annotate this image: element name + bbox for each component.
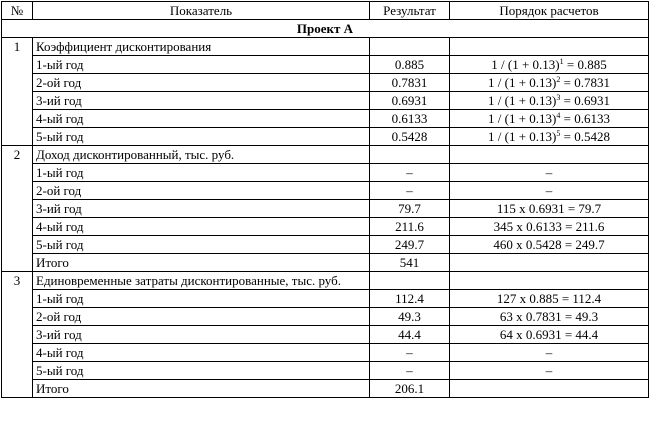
calc-cell: 345 х 0.6133 = 211.6 xyxy=(450,218,649,236)
header-calc: Порядок расчетов xyxy=(450,2,649,20)
calc-cell: $1 / (1 + 0.13)^5 = 0.5428$ xyxy=(450,128,649,146)
table-row xyxy=(2,110,649,128)
result-cell: – xyxy=(370,344,450,362)
calc-cell xyxy=(450,146,649,164)
result-cell: 0.885 xyxy=(370,56,450,74)
total-value: 206.1 xyxy=(370,380,450,398)
row-label: 4-ый год xyxy=(33,110,370,128)
total-label: Итого xyxy=(33,254,370,272)
row-label: 3-ий год xyxy=(33,326,370,344)
calc-cell xyxy=(450,254,649,272)
row-label: 2-ой год xyxy=(33,74,370,92)
table-row xyxy=(2,326,649,344)
project-row xyxy=(2,20,649,38)
calc-cell xyxy=(450,380,649,398)
result-cell: 211.6 xyxy=(370,218,450,236)
table-row xyxy=(2,164,649,182)
result-cell: – xyxy=(370,182,450,200)
result-cell: 49.3 xyxy=(370,308,450,326)
calc-cell: – xyxy=(450,362,649,380)
result-cell: 0.5428 xyxy=(370,128,450,146)
result-cell: 249.7 xyxy=(370,236,450,254)
calc-cell: 127 х 0.885 = 112.4 xyxy=(450,290,649,308)
result-cell: 44.4 xyxy=(370,326,450,344)
result-cell xyxy=(370,272,450,290)
project-title: Проект А xyxy=(2,20,649,38)
calc-cell: – xyxy=(450,344,649,362)
result-cell xyxy=(370,146,450,164)
calc-cell: – xyxy=(450,164,649,182)
table-row xyxy=(2,56,649,74)
row-label: 5-ый год xyxy=(33,236,370,254)
calc-cell: $1 / (1 + 0.13)^1 = 0.885$ xyxy=(450,56,649,74)
result-cell: 79.7 xyxy=(370,200,450,218)
row-label: 4-ый год xyxy=(33,218,370,236)
table-row xyxy=(2,218,649,236)
table-row xyxy=(2,200,649,218)
total-row xyxy=(2,254,649,272)
row-label: 2-ой год xyxy=(33,308,370,326)
calc-cell: $1 / (1 + 0.13)^3 = 0.6931$ xyxy=(450,92,649,110)
row-label: 1-ый год xyxy=(33,290,370,308)
total-label: Итого xyxy=(33,380,370,398)
table-row xyxy=(2,290,649,308)
section-title: Коэффициент дисконтирования xyxy=(33,38,370,56)
row-label: 4-ый год xyxy=(33,344,370,362)
calc-cell: 460 х 0.5428 = 249.7 xyxy=(450,236,649,254)
section-title: Единовременные затраты дисконтированные, тыс. руб. xyxy=(33,272,370,290)
calc-cell: 115 х 0.6931 = 79.7 xyxy=(450,200,649,218)
table-row xyxy=(2,146,649,164)
total-row xyxy=(2,380,649,398)
section-number: 2 xyxy=(2,146,33,272)
header-row xyxy=(2,2,649,20)
result-cell: 0.7831 xyxy=(370,74,450,92)
table-row xyxy=(2,236,649,254)
row-label: 1-ый год xyxy=(33,56,370,74)
result-cell: 0.6133 xyxy=(370,110,450,128)
table-row xyxy=(2,308,649,326)
calc-cell: – xyxy=(450,182,649,200)
header-indicator: Показатель xyxy=(33,2,370,20)
result-cell: 0.6931 xyxy=(370,92,450,110)
result-cell: – xyxy=(370,164,450,182)
section-number: 3 xyxy=(2,272,33,398)
table-row xyxy=(2,272,649,290)
calculation-table xyxy=(1,1,649,398)
row-label: 5-ый год xyxy=(33,128,370,146)
calc-cell: $1 / (1 + 0.13)^4 = 0.6133$ xyxy=(450,110,649,128)
result-cell: – xyxy=(370,362,450,380)
result-cell xyxy=(370,38,450,56)
table-row xyxy=(2,128,649,146)
result-cell: 112.4 xyxy=(370,290,450,308)
table-row xyxy=(2,344,649,362)
table-row xyxy=(2,362,649,380)
table-row xyxy=(2,74,649,92)
section-number: 1 xyxy=(2,38,33,146)
calc-cell: 63 х 0.7831 = 49.3 xyxy=(450,308,649,326)
row-label: 2-ой год xyxy=(33,182,370,200)
row-label: 1-ый год xyxy=(33,164,370,182)
header-no: № xyxy=(2,2,33,20)
calc-cell: 64 х 0.6931 = 44.4 xyxy=(450,326,649,344)
row-label: 3-ий год xyxy=(33,92,370,110)
calc-cell xyxy=(450,272,649,290)
row-label: 3-ий год xyxy=(33,200,370,218)
table-row xyxy=(2,38,649,56)
table-row xyxy=(2,182,649,200)
row-label: 5-ый год xyxy=(33,362,370,380)
section-title: Доход дисконтированный, тыс. руб. xyxy=(33,146,370,164)
calc-cell: $1 / (1 + 0.13)^2 = 0.7831$ xyxy=(450,74,649,92)
table-row xyxy=(2,92,649,110)
total-value: 541 xyxy=(370,254,450,272)
header-result: Результат xyxy=(370,2,450,20)
calc-cell xyxy=(450,38,649,56)
